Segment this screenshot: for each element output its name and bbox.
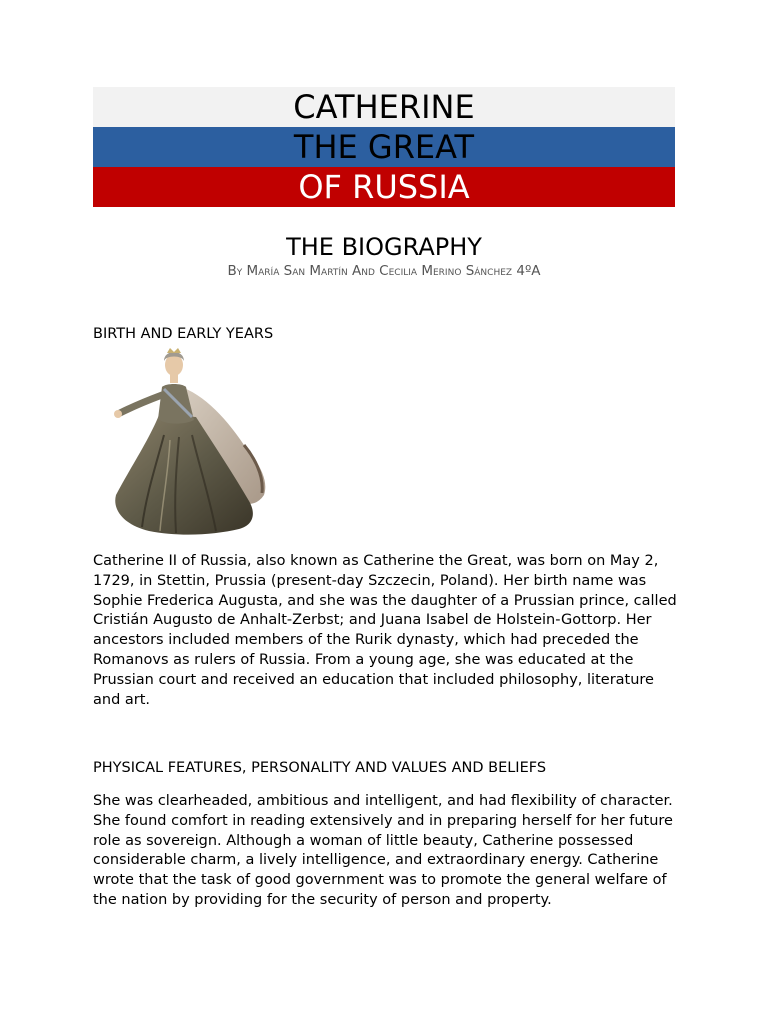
- section-heading-personality: PHYSICAL FEATURES, PERSONALITY AND VALUES AND BELIEFS: [93, 760, 547, 776]
- document-title: THE BIOGRAPHY: [286, 233, 482, 261]
- section-body-birth: Catherine II of Russia, also known as Catherine the Great, was born on May 2, 1729, in Stettin, Prussia (present-day Szczecin, Poland). Her birth name was Sophie Frederica Augusta, and she was the daughter of a Prussian prince, called Cristián Augusto de Anhalt-Zerbst; and Juana Isabel de Holstein-Gottorp. Her ancestors included members of the Rurik dynasty, which had preceded the Romanovs as rulers of Russia. From a young age, she was educated at the Prussian court and received an education that included philosophy, literature and art.: [93, 553, 677, 708]
- section-body-personality: She was clearheaded, ambitious and intelligent, and had flexibility of character. She found comfort in reading extensively and in preparing herself for her future role as sovereign. Although a woman of little beauty, Catherine possessed considerable charm, a lively intelligence, and extraordinary energy. Catherine wrote that the task of good government was to promote the general welfare of the nation by providing for the security of person and property.: [93, 793, 673, 908]
- section-heading-birth: BIRTH AND EARLY YEARS: [93, 326, 274, 342]
- title-banner: [93, 87, 675, 207]
- catherine-portrait-image: [104, 345, 272, 537]
- document-byline: By María San Martín And Cecilia Merino Sánchez 4ºA: [227, 263, 541, 279]
- banner-line-3: OF RUSSIA: [93, 167, 675, 207]
- banner-line-1: CATHERINE: [93, 87, 675, 127]
- banner-line-2: THE GREAT: [93, 127, 675, 167]
